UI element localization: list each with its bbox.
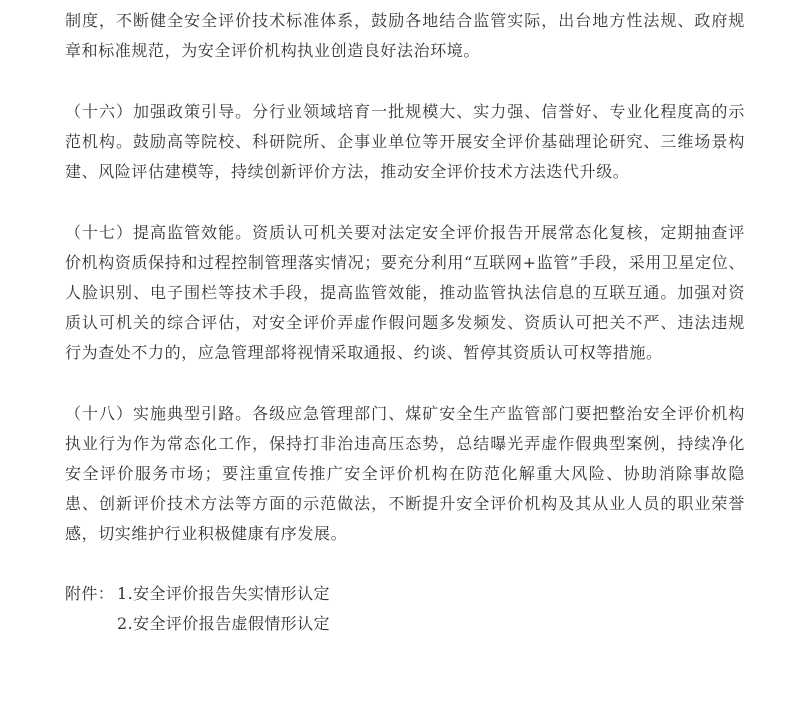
paragraph-section-17: （十七）提高监管效能。资质认可机关要对法定安全评价报告开展常态化复核，定期抽查评价机构资质保持和过程控制管理落实情况；要充分利用“互联网+监管”手段，采用卫星定位、人脸识别、电子围栏等技术手段，提高监管效能，推动监管执法信息的互联互通。加强对资质认可机关的综合评估，对安全评价弄虚作假问题多发频发、资质认可把关不严、违法违规行为查处不力的，应急管理部将视情采取通报、约谈、暂停其资质认可权等措施。 [65, 223, 745, 362]
paragraph-gap [65, 549, 745, 579]
attachment-row-2 [65, 609, 745, 639]
attachments-label: 附件： [65, 584, 115, 603]
paragraph-gap [65, 66, 745, 97]
attachment-item-2: 2.安全评价报告虚假情形认定 [117, 614, 330, 633]
attachment-row-1 [65, 579, 745, 609]
paragraph-section-16: （十六）加强政策引导。分行业领域培育一批规模大、实力强、信誉好、专业化程度高的示范机构。鼓励高等院校、科研院所、企事业单位等开展安全评价基础理论研究、三维场景构建、风险评估建模等，持续创新评价方法，推动安全评价技术方法迭代升级。 [65, 102, 745, 181]
paragraph-gap [65, 368, 745, 399]
attachment-item-1: 1.安全评价报告失实情形认定 [117, 584, 330, 603]
document-body [65, 3, 745, 639]
paragraph-section-18: （十八）实施典型引路。各级应急管理部门、煤矿安全生产监管部门要把整治安全评价机构执业行为作为常态化工作，保持打非治违高压态势，总结曝光弄虚作假典型案例，持续净化安全评价服务市场；要注重宣传推广安全评价机构在防范化解重大风险、协助消除事故隐患、创新评价技术方法等方面的示范做法，不断提升安全评价机构及其从业人员的职业荣誉感，切实维护行业积极健康有序发展。 [65, 404, 745, 543]
attachments-list [65, 579, 745, 639]
paragraph-continuation: 制度，不断健全安全评价技术标准体系，鼓励各地结合监管实际，出台地方性法规、政府规章和标准规范，为安全评价机构执业创造良好法治环境。 [65, 11, 745, 60]
paragraph-gap [65, 187, 745, 218]
